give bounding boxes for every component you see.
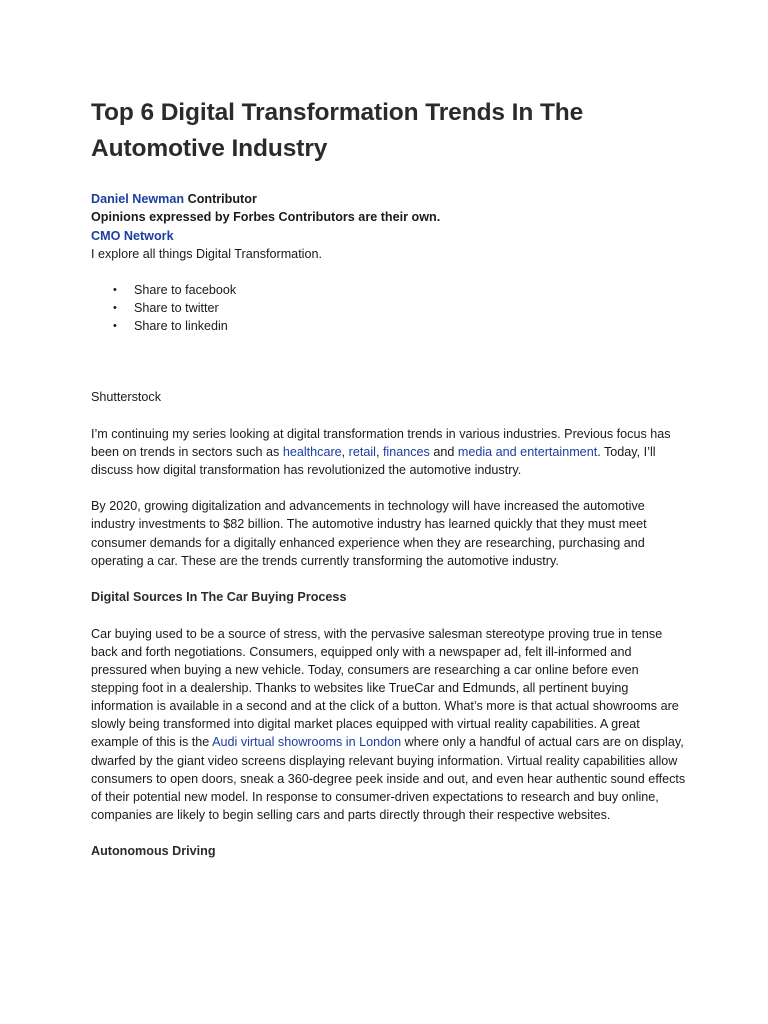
author-tagline: I explore all things Digital Transformation. [91, 247, 322, 262]
network-link[interactable]: CMO Network [91, 228, 174, 243]
healthcare-link[interactable]: healthcare [282, 444, 342, 459]
investment-paragraph: By 2020, growing digitalization and advancements in technology will have increased the automotive industry investments to $82 billion. The automotive industry has learned quickly that they must meet consumer demands for a digitally enhanced experience when they are researching, purchasing and operating a car. These are the trends currently transforming the automotive industry. [91, 499, 647, 568]
share-list [91, 281, 688, 336]
car-buying-text-2: where only a handful of actual cars are on display, dwarfed by the giant video screens displaying relevant buying information. Virtual reality capabilities allow consumers to open doors, sneak a 360-degree peek inside and out, and even hear authentic sound effects of their potential new model. In response to consumer-driven expectations to research and buy online, companies are likely to begin selling cars and parts directly through their respective websites. [91, 735, 686, 822]
media-entertainment-link[interactable]: media and entertainment [457, 444, 598, 459]
intro-paragraph [91, 425, 688, 479]
intro-sep-3: and [429, 444, 458, 459]
retail-link[interactable]: retail [348, 444, 376, 459]
image-credit: Shutterstock [91, 389, 161, 404]
section-heading-autonomous-driving: Autonomous Driving [91, 844, 216, 859]
share-facebook[interactable]: • Share to facebook [134, 281, 688, 299]
share-linkedin[interactable]: • Share to linkedin [134, 317, 688, 335]
byline [91, 190, 688, 208]
car-buying-text-1: Car buying used to be a source of stress, with the pervasive salesman stereotype proving true in tense back and forth negotiations. Consumers, equipped only with a newspaper ad, felt ill-informed and pressured when buying a new vehicle. Today, consumers are researching a car online before even stepping foot in a dealership. Thanks to websites like TrueCar and Edmunds, all pertinent buying information is available in a second and at the click of a button. What’s more is that actual showrooms are slowly being transformed into digital market places equipped with virtual reality capabilities. A great example of this is the [91, 626, 679, 750]
disclaimer: Opinions expressed by Forbes Contributors are their own. [91, 210, 441, 225]
share-twitter[interactable]: • Share to twitter [134, 299, 688, 317]
intro-text-2: . Today, I’ll discuss how digital transformation has revolutionized the automotive industry. [91, 444, 656, 477]
author-link[interactable]: Daniel Newman [91, 192, 185, 206]
article-title: Top 6 Digital Transformation Trends In The Automotive Industry [91, 99, 584, 162]
car-buying-paragraph [91, 625, 688, 824]
intro-sep-1: , [341, 444, 349, 459]
section-heading-digital-sources: Digital Sources In The Car Buying Process [91, 590, 347, 605]
finances-link[interactable]: finances [382, 444, 430, 459]
author-role: Contributor [184, 192, 257, 206]
article-meta [91, 190, 688, 264]
intro-text-1: I’m continuing my series looking at digital transformation trends in various industries. Previous focus has been on trends in sectors such as [91, 426, 671, 459]
intro-sep-2: , [375, 444, 383, 459]
audi-showrooms-link[interactable]: Audi virtual showrooms in London [212, 735, 402, 750]
